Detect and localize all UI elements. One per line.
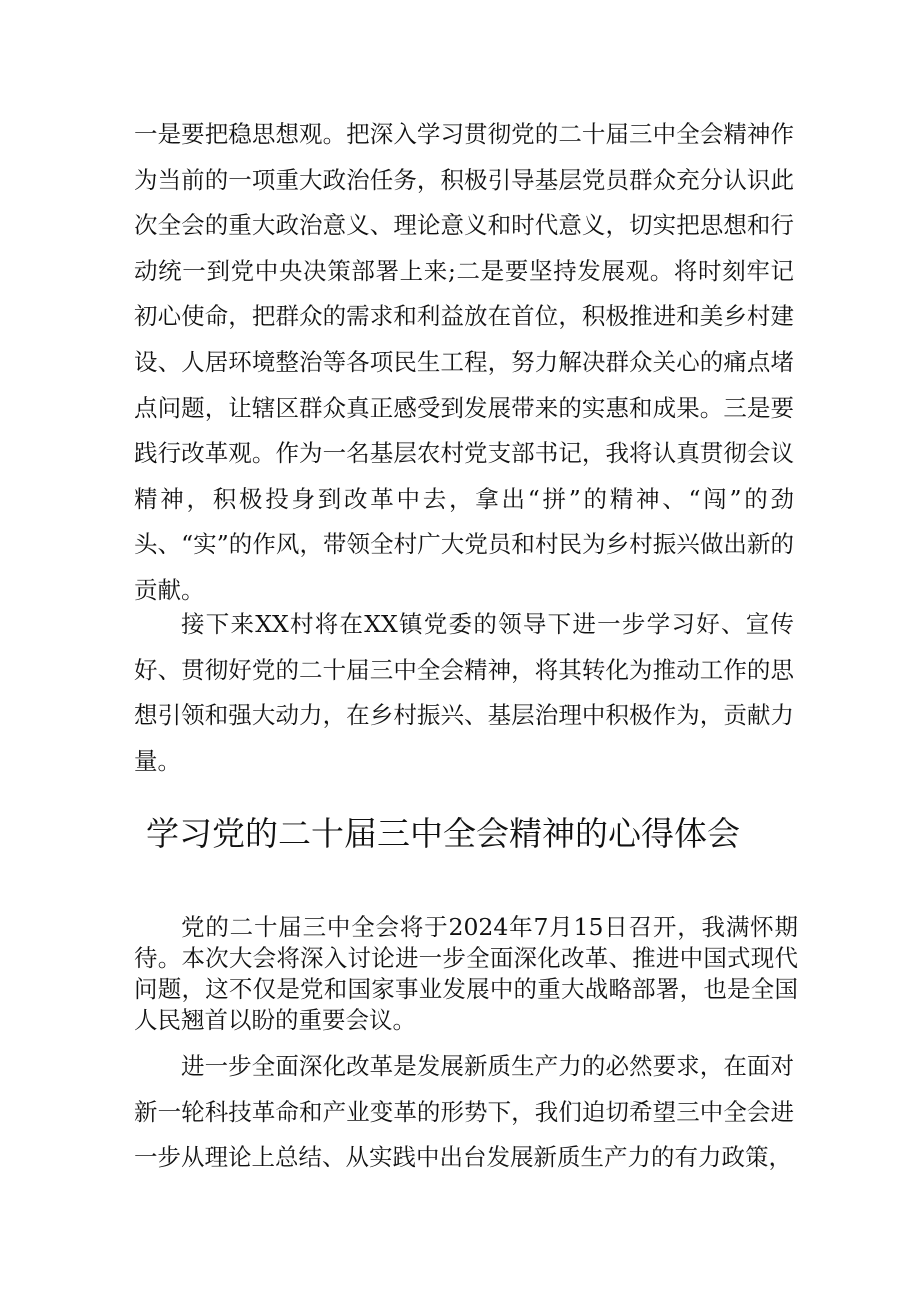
body-paragraph-1: 一是要把稳思想观。把深入学习贯彻党的二十届三中全会精神作为当前的一项重大政治任务，积极引导基层党员群众充分认识此次全会的重大政治意义、理论意义和时代意义，切实把思想和行动统一到党中央决策部署上来;二是要坚持发展观。将时刻牢记初心使命，把群众的需求和利益放在首位，积极推进和美乡村建设、人居环境整治等各项民生工程，努力解决群众关心的痛点堵点问题，让辖区群众真正感受到发展带来的实惠和成果。三是要践行改革观。作为一名基层农村党支部书记，我将认真贯彻会议精神，积极投身到改革中去，拿出“拼”的精神、“闯”的劲头、“实”的作风，带领全村广大党员和村民为乡村振兴做出新的贡献。 [134,120,794,604]
body-paragraph-2: 接下来XX村将在XX镇党委的领导下进一步学习好、宣传好、贯彻好党的二十届三中全会精神，将其转化为推动工作的思想引领和强大动力，在乡村振兴、基层治理中积极作为，贡献力量。 [134,610,794,775]
body-paragraph-4: 进一步全面深化改革是发展新质生产力的必然要求，在面对新一轮科技革命和产业变革的形势下，我们迫切希望三中全会进一步从理论上总结、从实践中出台发展新质生产力的有力政策， [134,1052,794,1172]
body-paragraph-3: 党的二十届三中全会将于2024年7月15日召开，我满怀期待。本次大会将深入讨论进一步全面深化改革、推进中国式现代问题，这不仅是党和国家事业发展中的重大战略部署，也是全国人民翘首以盼的重要会议。 [134,913,798,1034]
section-title: 学习党的二十届三中全会精神的心得体会 [146,814,740,853]
